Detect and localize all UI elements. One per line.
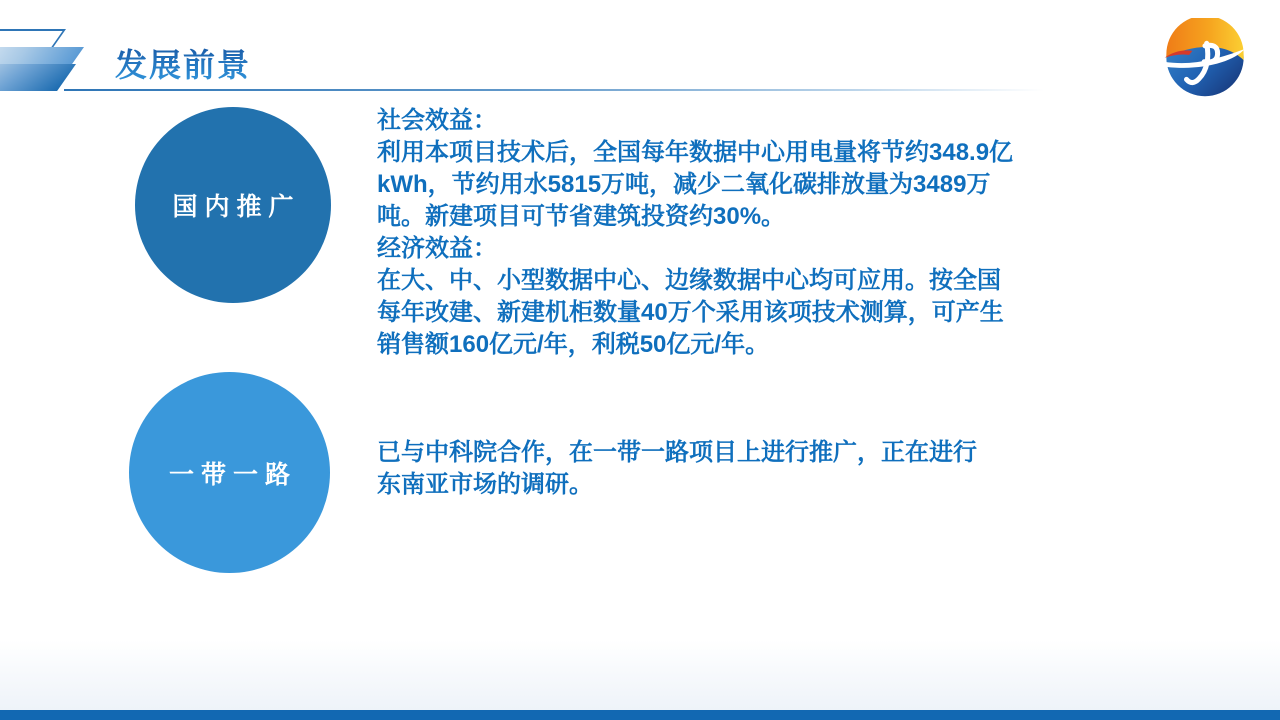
footer-gradient xyxy=(0,640,1280,710)
jp-logo-icon xyxy=(1163,18,1247,98)
page-title: 发展前景 xyxy=(115,40,251,86)
circle-domestic-promotion xyxy=(135,107,331,303)
text-line: 社会效益： xyxy=(377,107,497,134)
header-deco-dark-parallelogram xyxy=(0,64,76,91)
circle-belt-label: 一带一路 xyxy=(168,460,297,489)
belt-and-road-text xyxy=(377,437,1097,501)
company-logo xyxy=(1163,18,1247,98)
text-line: 已与中科院合作，在一带一路项目上进行推广，正在进行 xyxy=(377,439,977,466)
circle-belt-and-road xyxy=(129,372,330,573)
text-line: kWh，节约用水5815万吨，减少二氧化碳排放量为3489万 xyxy=(377,171,991,198)
text-line: 吨。新建项目可节省建筑投资约30%。 xyxy=(377,203,786,230)
text-line: 经济效益： xyxy=(377,235,497,262)
text-line: 东南亚市场的调研。 xyxy=(377,471,593,498)
text-line: 销售额160亿元/年，利税50亿元/年。 xyxy=(377,331,770,358)
text-line: 每年改建、新建机柜数量40万个采用该项技术测算，可产生 xyxy=(377,299,1004,326)
header-divider-line xyxy=(64,89,1044,91)
text-line: 在大、中、小型数据中心、边缘数据中心均可应用。按全国 xyxy=(377,267,1001,294)
footer-bar xyxy=(0,710,1280,720)
circle-domestic-label: 国内推广 xyxy=(172,193,301,221)
domestic-promotion-text xyxy=(377,105,1097,361)
text-line: 利用本项目技术后，全国每年数据中心用电量将节约348.9亿 xyxy=(377,139,1014,166)
